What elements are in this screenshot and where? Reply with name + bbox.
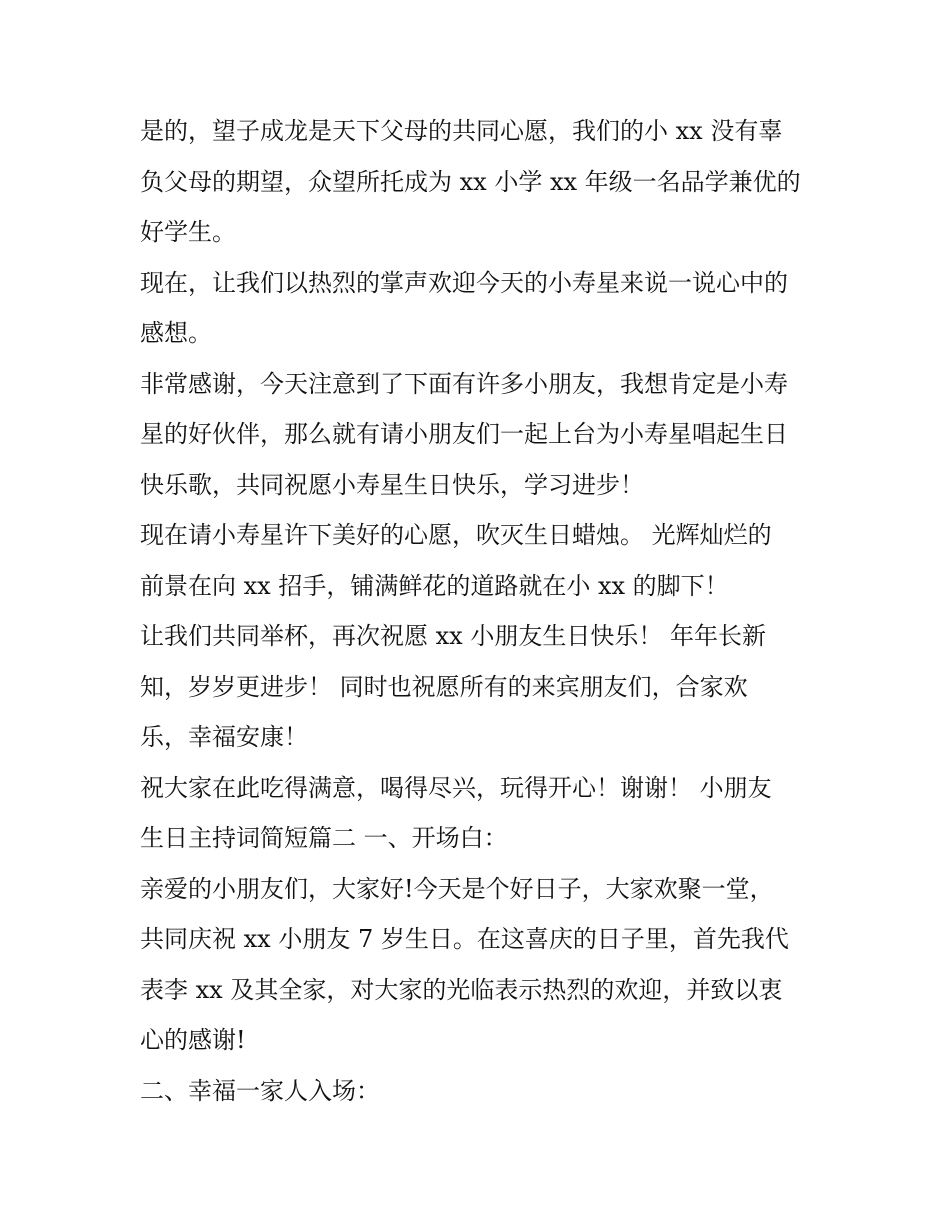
- text-line: 共同庆祝 xx 小朋友 7 岁生日。在这喜庆的日子里，首先我代: [140, 925, 789, 953]
- text-line: 心的感谢!: [140, 1026, 246, 1054]
- text-line: 星的好伙伴，那么就有请小朋友们一起上台为小寿星唱起生日: [140, 420, 788, 448]
- text-line: 是的，望子成龙是天下父母的共同心愿，我们的小 xx 没有辜: [140, 117, 783, 145]
- text-line: 非常感谢，今天注意到了下面有许多小朋友，我想肯定是小寿: [140, 369, 788, 398]
- text-line: 乐，幸福安康！: [140, 723, 308, 751]
- text-line: 感想。: [140, 319, 212, 347]
- text-line: 亲爱的小朋友们，大家好!今天是个好日子，大家欢聚一堂，: [140, 874, 774, 903]
- text-line: 祝大家在此吃得满意，喝得尽兴，玩得开心！谢谢！ 小朋友: [140, 773, 772, 802]
- text-line: 让我们共同举杯，再次祝愿 xx 小朋友生日快乐！ 年年长新: [140, 622, 766, 650]
- text-line: 前景在向 xx 招手，铺满鲜花的道路就在小 xx 的脚下！: [140, 571, 729, 600]
- text-line: 负父母的期望，众望所托成为 xx 小学 xx 年级一名品学兼优的: [140, 167, 801, 196]
- text-line: 快乐歌，共同祝愿小寿星生日快乐，学习进步！: [140, 470, 644, 499]
- document-body: [140, 106, 830, 1116]
- text-line: 现在请小寿星许下美好的心愿，吹灭生日蜡烛。 光辉灿烂的: [140, 521, 772, 549]
- text-line: 知，岁岁更进步！ 同时也祝愿所有的来宾朋友们，合家欢: [140, 672, 748, 701]
- section-heading: 二、幸福一家人入场：: [140, 1076, 380, 1105]
- text-line: 表李 xx 及其全家，对大家的光临表示热烈的欢迎，并致以衷: [140, 975, 783, 1004]
- text-line: 生日主持词简短篇二 一、开场白：: [140, 824, 508, 852]
- text-line: 好学生。: [140, 218, 236, 246]
- text-line: 现在，让我们以热烈的掌声欢迎今天的小寿星来说一说心中的: [140, 268, 788, 297]
